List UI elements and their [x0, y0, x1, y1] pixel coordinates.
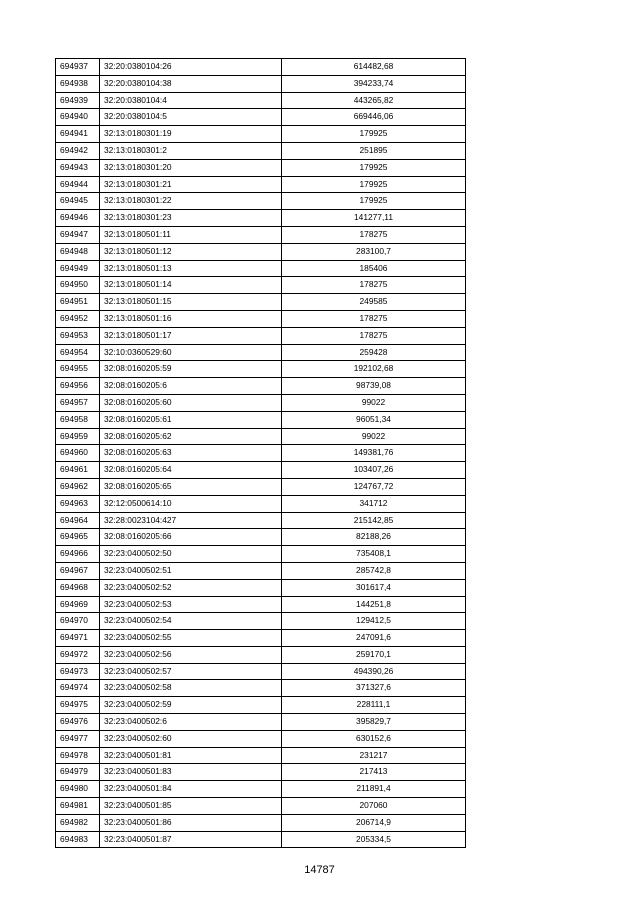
value-cell: 205334,5	[282, 831, 466, 848]
row-number-cell: 694980	[56, 781, 100, 798]
cadastral-number-cell: 32:08:0160205:65	[100, 478, 282, 495]
row-number-cell: 694946	[56, 210, 100, 227]
table-row	[56, 193, 466, 210]
table-row	[56, 546, 466, 563]
table-row	[56, 764, 466, 781]
table-row	[56, 59, 466, 76]
table-row	[56, 243, 466, 260]
row-number-cell: 694973	[56, 663, 100, 680]
table-row	[56, 579, 466, 596]
cadastral-number-cell: 32:08:0160205:60	[100, 394, 282, 411]
cadastral-number-cell: 32:12:0500614:10	[100, 495, 282, 512]
cadastral-number-cell: 32:08:0160205:62	[100, 428, 282, 445]
page-number: 14787	[304, 864, 335, 876]
table-row	[56, 445, 466, 462]
table-row	[56, 176, 466, 193]
row-number-cell: 694960	[56, 445, 100, 462]
cadastral-number-cell: 32:08:0160205:64	[100, 462, 282, 479]
row-number-cell: 694967	[56, 562, 100, 579]
value-cell: 179925	[282, 176, 466, 193]
cadastral-number-cell: 32:23:0400502:52	[100, 579, 282, 596]
row-number-cell: 694950	[56, 277, 100, 294]
row-number-cell: 694959	[56, 428, 100, 445]
table-row	[56, 428, 466, 445]
cadastral-number-cell: 32:20:0380104:4	[100, 92, 282, 109]
value-cell: 285742,8	[282, 562, 466, 579]
table-row	[56, 294, 466, 311]
table-row	[56, 646, 466, 663]
row-number-cell: 694937	[56, 59, 100, 76]
value-cell: 217413	[282, 764, 466, 781]
row-number-cell: 694954	[56, 344, 100, 361]
row-number-cell: 694962	[56, 478, 100, 495]
row-number-cell: 694953	[56, 327, 100, 344]
data-table	[55, 58, 466, 848]
value-cell: 259170,1	[282, 646, 466, 663]
row-number-cell: 694977	[56, 730, 100, 747]
cadastral-number-cell: 32:20:0380104:5	[100, 109, 282, 126]
value-cell: 178275	[282, 226, 466, 243]
cadastral-number-cell: 32:23:0400502:50	[100, 546, 282, 563]
row-number-cell: 694966	[56, 546, 100, 563]
value-cell: 149381,76	[282, 445, 466, 462]
row-number-cell: 694963	[56, 495, 100, 512]
value-cell: 341712	[282, 495, 466, 512]
row-number-cell: 694982	[56, 814, 100, 831]
row-number-cell: 694983	[56, 831, 100, 848]
value-cell: 144251,8	[282, 596, 466, 613]
cadastral-number-cell: 32:23:0400502:56	[100, 646, 282, 663]
value-cell: 371327,6	[282, 680, 466, 697]
value-cell: 630152,6	[282, 730, 466, 747]
value-cell: 178275	[282, 310, 466, 327]
cadastral-number-cell: 32:20:0380104:38	[100, 75, 282, 92]
table-row	[56, 630, 466, 647]
cadastral-number-cell: 32:23:0400502:54	[100, 613, 282, 630]
value-cell: 251895	[282, 142, 466, 159]
cadastral-number-cell: 32:13:0180501:14	[100, 277, 282, 294]
value-cell: 443265,82	[282, 92, 466, 109]
row-number-cell: 694947	[56, 226, 100, 243]
table-row	[56, 798, 466, 815]
table-row	[56, 361, 466, 378]
value-cell: 103407,26	[282, 462, 466, 479]
value-cell: 494390,26	[282, 663, 466, 680]
table-row	[56, 529, 466, 546]
cadastral-number-cell: 32:08:0160205:61	[100, 411, 282, 428]
row-number-cell: 694979	[56, 764, 100, 781]
table-row	[56, 142, 466, 159]
value-cell: 215142,85	[282, 512, 466, 529]
row-number-cell: 694957	[56, 394, 100, 411]
row-number-cell: 694943	[56, 159, 100, 176]
row-number-cell: 694975	[56, 697, 100, 714]
row-number-cell: 694976	[56, 714, 100, 731]
table-row	[56, 75, 466, 92]
row-number-cell: 694945	[56, 193, 100, 210]
table-row	[56, 697, 466, 714]
value-cell: 395829,7	[282, 714, 466, 731]
row-number-cell: 694939	[56, 92, 100, 109]
row-number-cell: 694978	[56, 747, 100, 764]
cadastral-number-cell: 32:13:0180301:19	[100, 126, 282, 143]
cadastral-number-cell: 32:23:0400501:83	[100, 764, 282, 781]
cadastral-number-cell: 32:13:0180301:20	[100, 159, 282, 176]
table-row	[56, 781, 466, 798]
row-number-cell: 694952	[56, 310, 100, 327]
cadastral-number-cell: 32:13:0180501:17	[100, 327, 282, 344]
value-cell: 178275	[282, 327, 466, 344]
row-number-cell: 694938	[56, 75, 100, 92]
value-cell: 96051,34	[282, 411, 466, 428]
row-number-cell: 694942	[56, 142, 100, 159]
row-number-cell: 694958	[56, 411, 100, 428]
table-row	[56, 462, 466, 479]
table-row	[56, 411, 466, 428]
cadastral-number-cell: 32:08:0160205:63	[100, 445, 282, 462]
value-cell: 211891,4	[282, 781, 466, 798]
value-cell: 179925	[282, 126, 466, 143]
table-row	[56, 92, 466, 109]
cadastral-number-cell: 32:08:0160205:6	[100, 378, 282, 395]
value-cell: 99022	[282, 394, 466, 411]
cadastral-number-cell: 32:23:0400501:81	[100, 747, 282, 764]
table-row	[56, 159, 466, 176]
value-cell: 179925	[282, 159, 466, 176]
row-number-cell: 694951	[56, 294, 100, 311]
table-body	[56, 59, 466, 848]
table-row	[56, 747, 466, 764]
value-cell: 124767,72	[282, 478, 466, 495]
table-row	[56, 277, 466, 294]
cadastral-number-cell: 32:13:0180501:11	[100, 226, 282, 243]
cadastral-number-cell: 32:13:0180301:2	[100, 142, 282, 159]
table-row	[56, 210, 466, 227]
row-number-cell: 694969	[56, 596, 100, 613]
cadastral-number-cell: 32:23:0400502:60	[100, 730, 282, 747]
value-cell: 259428	[282, 344, 466, 361]
value-cell: 207060	[282, 798, 466, 815]
value-cell: 247091,6	[282, 630, 466, 647]
cadastral-number-cell: 32:13:0180501:16	[100, 310, 282, 327]
table-row	[56, 831, 466, 848]
cadastral-number-cell: 32:23:0400501:87	[100, 831, 282, 848]
table-row	[56, 260, 466, 277]
cadastral-number-cell: 32:23:0400502:59	[100, 697, 282, 714]
row-number-cell: 694971	[56, 630, 100, 647]
cadastral-number-cell: 32:20:0380104:26	[100, 59, 282, 76]
row-number-cell: 694961	[56, 462, 100, 479]
value-cell: 192102,68	[282, 361, 466, 378]
table-row	[56, 663, 466, 680]
table-row	[56, 613, 466, 630]
row-number-cell: 694940	[56, 109, 100, 126]
value-cell: 129412,5	[282, 613, 466, 630]
row-number-cell: 694956	[56, 378, 100, 395]
value-cell: 185406	[282, 260, 466, 277]
row-number-cell: 694968	[56, 579, 100, 596]
value-cell: 614482,68	[282, 59, 466, 76]
cadastral-number-cell: 32:28:0023104:427	[100, 512, 282, 529]
table-row	[56, 512, 466, 529]
value-cell: 231217	[282, 747, 466, 764]
row-number-cell: 694944	[56, 176, 100, 193]
table-row	[56, 495, 466, 512]
table-row	[56, 344, 466, 361]
table-row	[56, 730, 466, 747]
value-cell: 178275	[282, 277, 466, 294]
cadastral-number-cell: 32:13:0180301:21	[100, 176, 282, 193]
row-number-cell: 694955	[56, 361, 100, 378]
table-row	[56, 394, 466, 411]
row-number-cell: 694965	[56, 529, 100, 546]
cadastral-number-cell: 32:13:0180501:12	[100, 243, 282, 260]
cadastral-number-cell: 32:13:0180301:23	[100, 210, 282, 227]
value-cell: 735408,1	[282, 546, 466, 563]
value-cell: 249585	[282, 294, 466, 311]
cadastral-number-cell: 32:13:0180501:15	[100, 294, 282, 311]
row-number-cell: 694948	[56, 243, 100, 260]
value-cell: 301617,4	[282, 579, 466, 596]
table-row	[56, 226, 466, 243]
value-cell: 141277,11	[282, 210, 466, 227]
value-cell: 179925	[282, 193, 466, 210]
table-row	[56, 680, 466, 697]
cadastral-number-cell: 32:13:0180301:22	[100, 193, 282, 210]
table-row	[56, 814, 466, 831]
row-number-cell: 694981	[56, 798, 100, 815]
row-number-cell: 694970	[56, 613, 100, 630]
cadastral-number-cell: 32:10:0360529:60	[100, 344, 282, 361]
value-cell: 99022	[282, 428, 466, 445]
value-cell: 206714,9	[282, 814, 466, 831]
table-row	[56, 714, 466, 731]
row-number-cell: 694941	[56, 126, 100, 143]
value-cell: 394233,74	[282, 75, 466, 92]
cadastral-number-cell: 32:23:0400502:53	[100, 596, 282, 613]
cadastral-number-cell: 32:23:0400502:6	[100, 714, 282, 731]
table-row	[56, 478, 466, 495]
table-row	[56, 126, 466, 143]
table-row	[56, 378, 466, 395]
value-cell: 283100,7	[282, 243, 466, 260]
cadastral-number-cell: 32:23:0400502:58	[100, 680, 282, 697]
cadastral-number-cell: 32:23:0400502:55	[100, 630, 282, 647]
table-row	[56, 596, 466, 613]
cadastral-number-cell: 32:13:0180501:13	[100, 260, 282, 277]
value-cell: 669446,06	[282, 109, 466, 126]
row-number-cell: 694949	[56, 260, 100, 277]
table-row	[56, 562, 466, 579]
row-number-cell: 694964	[56, 512, 100, 529]
value-cell: 82188,26	[282, 529, 466, 546]
table-row	[56, 327, 466, 344]
row-number-cell: 694974	[56, 680, 100, 697]
table-row	[56, 310, 466, 327]
value-cell: 228111,1	[282, 697, 466, 714]
row-number-cell: 694972	[56, 646, 100, 663]
cadastral-number-cell: 32:08:0160205:66	[100, 529, 282, 546]
cadastral-number-cell: 32:23:0400501:85	[100, 798, 282, 815]
cadastral-number-cell: 32:23:0400502:57	[100, 663, 282, 680]
value-cell: 98739,08	[282, 378, 466, 395]
cadastral-number-cell: 32:08:0160205:59	[100, 361, 282, 378]
cadastral-number-cell: 32:23:0400501:84	[100, 781, 282, 798]
cadastral-number-cell: 32:23:0400502:51	[100, 562, 282, 579]
cadastral-number-cell: 32:23:0400501:86	[100, 814, 282, 831]
table-row	[56, 109, 466, 126]
